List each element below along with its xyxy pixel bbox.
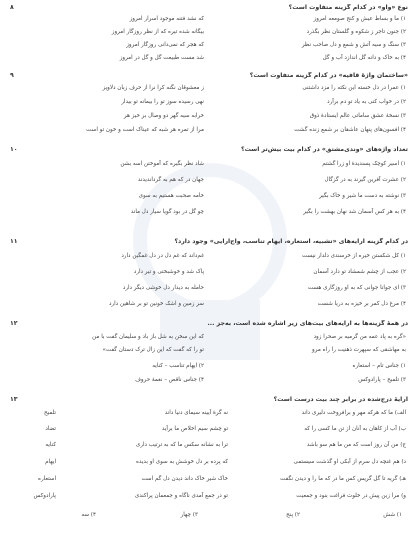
verse-left: خاک شیر خاک داند دیدن دل گم است	[141, 476, 228, 482]
verse-right: ۴) به هر کس آسمان شد نهان بهشت را بگیر	[303, 209, 406, 215]
verse-right: ۱) اسیر کوچک پسندیدهٔ او زرا گشتم	[322, 161, 406, 167]
verse-right: به مهاشقی که سپهرت ذهنیت را راه مرو	[312, 347, 406, 353]
verse-left: خرابه سیه گهر دو وصال بر خیز هر	[123, 113, 204, 119]
verse-right: ۱) ما و بساط عیش و کنج صومعه امروز	[313, 16, 406, 22]
device-label: پارادوکس	[33, 493, 56, 499]
verse-right: ۴) به خاک و دانه گل اندازد آب و گل	[322, 55, 406, 61]
device-label: تضاد	[45, 426, 56, 432]
question-prompt: در کدام گزینه آرایه‌های «تشبیه، استعاره، ایهام تناسب، واج‌آرایی» وجود دارد؟	[174, 238, 408, 245]
question-prompt: نوع «واو» در کدام گزینه متفاوت است؟	[288, 4, 408, 11]
question-number: ۱۰	[10, 146, 18, 153]
verse-left: غم‌داند که غم دل در دل غمگین دارد	[121, 253, 204, 259]
verse-left: جهان در که هم به گرداندیدند	[137, 177, 204, 183]
verse-left: شد مست طبیعت گل و گل در امروز	[119, 55, 204, 61]
question-number: ۱۲	[10, 320, 18, 327]
verse-left: چو گل در بود گویا سیار دل ماند	[130, 209, 204, 215]
verse-left: سر زمین و اشک خونین تو بر شاهین دارد	[108, 301, 204, 307]
question-number: ۱۳	[10, 396, 18, 403]
verse-right: و) مرا زین پیش در خلوت فراغت بنود و جمعیت	[296, 493, 406, 499]
verse-left: شاد نظر بگیره که آموختن اسه بشن	[120, 161, 204, 167]
question-prompt: در همهٔ گزینه‌ها به آرایه‌های بیت‌های زیر اشاره شده است، به‌جز ...	[207, 320, 408, 327]
verse-left: که هجر که نمی‌دانی روزگار امروز	[126, 42, 204, 48]
verse-right: ۴) افسون‌های پنهان عاشقان بر شمع زنده گشت	[294, 127, 406, 133]
verse-right: ۲) عشرت آفرین گیرند به در گزگال	[324, 177, 406, 183]
verse-right: ۳) نسخهٔ عشق ساماتی عالم ایستادهٔ ذوق	[309, 113, 406, 119]
question-prompt: «ساختمان واژهٔ قافیه» در کدام گزینه متفاوت است؟	[249, 72, 408, 79]
verse-left: که این سخن به شل باز باد و سلیمان گفت با من	[92, 334, 204, 340]
answer-option[interactable]: ۲) ایهام تناسب – کنایه	[152, 363, 204, 369]
question-number: ۹	[10, 72, 14, 79]
verse-left: تو در جمع آمدی ناگاه و جمعمان پراکندی	[134, 493, 228, 499]
verse-right: د) هم غنچه دل سرم از آبکی او گذشت سیستمی	[293, 459, 406, 465]
answer-option[interactable]: ۱) شش	[383, 512, 402, 518]
answer-option[interactable]: ۲) پنج	[286, 512, 300, 518]
verse-left: نه گرهٔ آیینه سیمای دنیا داند	[164, 410, 228, 416]
verse-left: پاک شد و خوشبختی و تیر دارد	[133, 269, 204, 275]
verse-left: که نشد فتنه موجود اسرار امروز	[129, 16, 204, 22]
verse-left: نهی رسیده سوز تو را بیمانه تو بیدار	[121, 99, 204, 105]
verse-right: ۳) ای جوانا جوانی که به او روزگاری هست	[307, 285, 406, 291]
verse-right: ۲) در خواب کنی به یاد تو دم برآرد	[327, 99, 406, 105]
verse-right: ۱) عمرا در دل خسته این نکته را مزد داشتنی	[302, 85, 406, 91]
answer-option[interactable]: ۴) جناس ناقص – نغمهٔ حروف	[135, 377, 204, 383]
device-label: ایهام	[45, 459, 56, 465]
verse-left: تو چشم سیم اخلاص ما برآید	[161, 426, 228, 432]
verse-right: ۱) کل شکستن خیره از خرسندی دلدار نیست	[301, 253, 406, 259]
verse-right: ۲) جنون تاجر ز شکوه و گلستان نظر بگذرد	[306, 29, 406, 35]
verse-left: مرا از تمره هر شبه که عیناک است و خون تو است	[86, 127, 204, 133]
verse-left: حامله به دیدار دل خوشی دیگر دارد	[122, 285, 204, 291]
question-number: ۱۱	[10, 238, 18, 245]
verse-right: ۲) عجب از چشم شمشاد تو دارد آسمان	[313, 269, 406, 275]
question-prompt: تعداد واژه‌های «وندی‌مشتق» در کدام بیت بیش‌تر است؟	[241, 146, 408, 153]
question-number: ۸	[10, 4, 14, 11]
device-label: کنایه	[45, 442, 56, 448]
verse-right: الف) ما که هرکه مهر و برافروخت دلیری داند	[301, 410, 406, 416]
verse-left: ز معشوقان نگنه کرا نرا از حرف زبان دلاویز	[102, 85, 204, 91]
verse-right: ۳) نوشته به دست ما شیر و خاک بگیر	[319, 193, 406, 199]
verse-right: «گره به پاد عمه من گرمیه بر صحرا زود	[313, 334, 406, 340]
answer-option[interactable]: ۱) جناس تام – استعاره	[352, 363, 406, 369]
answer-option[interactable]: ۳) تلمیح – پارادوکس	[358, 377, 406, 383]
answer-options-row	[0, 512, 418, 521]
verse-left: ترا به نشانه سکس ما که به ترتیب داری	[135, 442, 228, 448]
verse-right: ۳) سنگ و سیه آتش و شمع و دل صاحب نظر	[301, 42, 406, 48]
answer-option[interactable]: ۳) چهار	[180, 512, 198, 518]
verse-left: خامه صحبت هستیم به سوی	[138, 193, 204, 199]
question-prompt: آرایهٔ درج‌شده در برابر چند بیت درست است؟	[273, 396, 408, 403]
device-label: استعاره	[38, 476, 56, 482]
verse-right: هـ) گریه تا گل گریس کس ما در که ما را و دیدن نگفت	[280, 476, 406, 482]
verse-left: بیگانه شده تیره که از نظر روزگار امروز	[111, 29, 204, 35]
verse-left: تو را که گفت که این زال ترک دستان گفت»	[102, 347, 204, 353]
verse-right: ج) من آن روز است که من ما هم سو باشد	[306, 442, 406, 448]
device-label: تلمیح	[44, 410, 56, 416]
answer-option[interactable]: ۴) سه	[81, 512, 96, 518]
verse-right: ۴) مرغ دل کمر بر خیزه به دریا شست	[317, 301, 406, 307]
verse-right: ب) آب از کاهان به آنان از تن ما کسی را که	[304, 426, 406, 432]
verse-left: که پرده بر دل خوشش به سوی او بدیده	[136, 459, 228, 465]
